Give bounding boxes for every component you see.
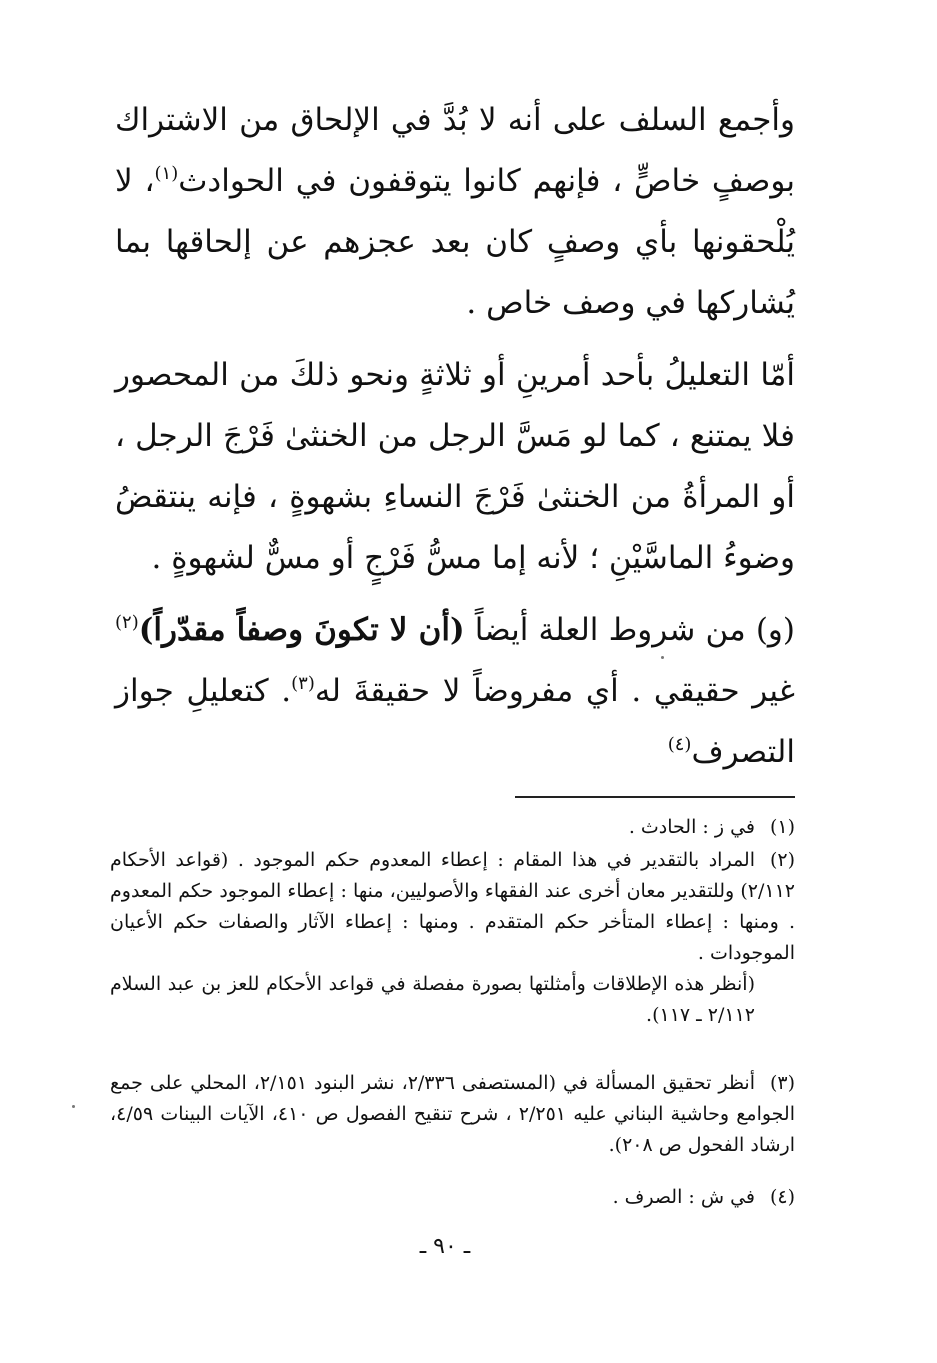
footnote-separator <box>515 796 795 798</box>
paragraph-3-opening: (و) من شروط العلة أيضاً <box>474 612 795 648</box>
paragraph-2-text: أمّا التعليلُ بأحد أمرينِ أو ثلاثةٍ ونحو ذلكَ من المحصور فلا يمتنع ، كما لو مَسَّ الرجل من الخنثىٰ فَرْجَ الرجل ، أو المرأةُ من الخنثىٰ فَرْجَ النساءِ بشهوةٍ ، فإنه ينتقضُ وضوءُ الماسَّيْنِ ؛ لأنه إما مسُّ فَرْجٍ أو مسٌّ لشهوةٍ . <box>115 357 795 576</box>
footnote-2 <box>110 845 795 1031</box>
footnote-2-reference: (أنظر هذه الإطلاقات وأمثلتها بصورة مفصلة في قواعد الأحكام للعز بن عبد السلام ٢/١١٢ ـ ١١٧). <box>110 973 755 1026</box>
paragraph-3-bold-phrase: (أن لا تكونَ وصفاً مقدّراً) <box>138 612 465 648</box>
paragraph-3-end: . كتعليلِ جواز التصرف <box>115 673 795 770</box>
scan-speck <box>72 1105 75 1108</box>
footnote-4-number: (٤) <box>769 1186 795 1208</box>
footnote-1 <box>110 812 795 843</box>
footnote-3 <box>110 1068 795 1161</box>
footnote-4-text: في ش : الصرف . <box>612 1186 755 1208</box>
paragraph-1-continuation: ، لا يُلْحقونها بأي وصفٍ كان بعد عجزهم عن إلحاقها بما يُشاركها في وصف خاص . <box>115 163 795 321</box>
footnote-ref-3[interactable]: (٣) <box>291 673 315 694</box>
footnote-1-text: في ز : الحادث . <box>628 816 755 838</box>
paragraph-1-text: وأجمع السلف على أنه لا بُدَّ في الإلحاق من الاشتراك بوصفٍ خاصٍّ ، فإنهم كانوا يتوقفون في الحوادث <box>115 102 795 199</box>
footnote-1-number: (١) <box>769 816 795 838</box>
footnote-ref-2[interactable]: (٢) <box>115 612 139 633</box>
footnote-4 <box>110 1182 795 1213</box>
footnote-2-number: (٢) <box>769 849 795 871</box>
footnote-3-text: أنظر تحقيق المسألة في (المستصفى ٢/٣٣٦، نشر البنود ٢/١٥١، المحلي على جمع الجوامع وحاشية البناني عليه ٢/٢٥١ ، شرح تنقيح الفصول ص ٤١٠، الآيات البينات ٤/٥٩، ارشاد الفحول ص ٢٠٨). <box>110 1072 796 1156</box>
paragraph-1 <box>115 90 795 334</box>
footnote-ref-4[interactable]: (٤) <box>667 734 692 755</box>
page-number: ـ ٩٠ ـ <box>419 1234 471 1259</box>
footnote-2-text: المراد بالتقدير في هذا المقام : إعطاء المعدوم حكم الموجود . (قواعد الأحكام ٢/١١٢) وللتقدير معان أخرى عند الفقهاء والأصوليين، منها : إعطاء الموجود حكم المعدوم . ومنها : إعطاء المتأخر حكم المتقدم . ومنها : إعطاء الآثار والصفات حكم الأعيان الموجودات . <box>110 849 795 964</box>
scan-speck <box>661 656 664 659</box>
footnote-ref-1[interactable]: (١) <box>154 163 179 184</box>
paragraph-3 <box>115 600 795 783</box>
paragraph-2 <box>115 345 795 589</box>
paragraph-3-middle: غير حقيقي . أي مفروضاً لا حقيقةَ له <box>314 673 795 709</box>
footnote-3-number: (٣) <box>769 1072 795 1094</box>
